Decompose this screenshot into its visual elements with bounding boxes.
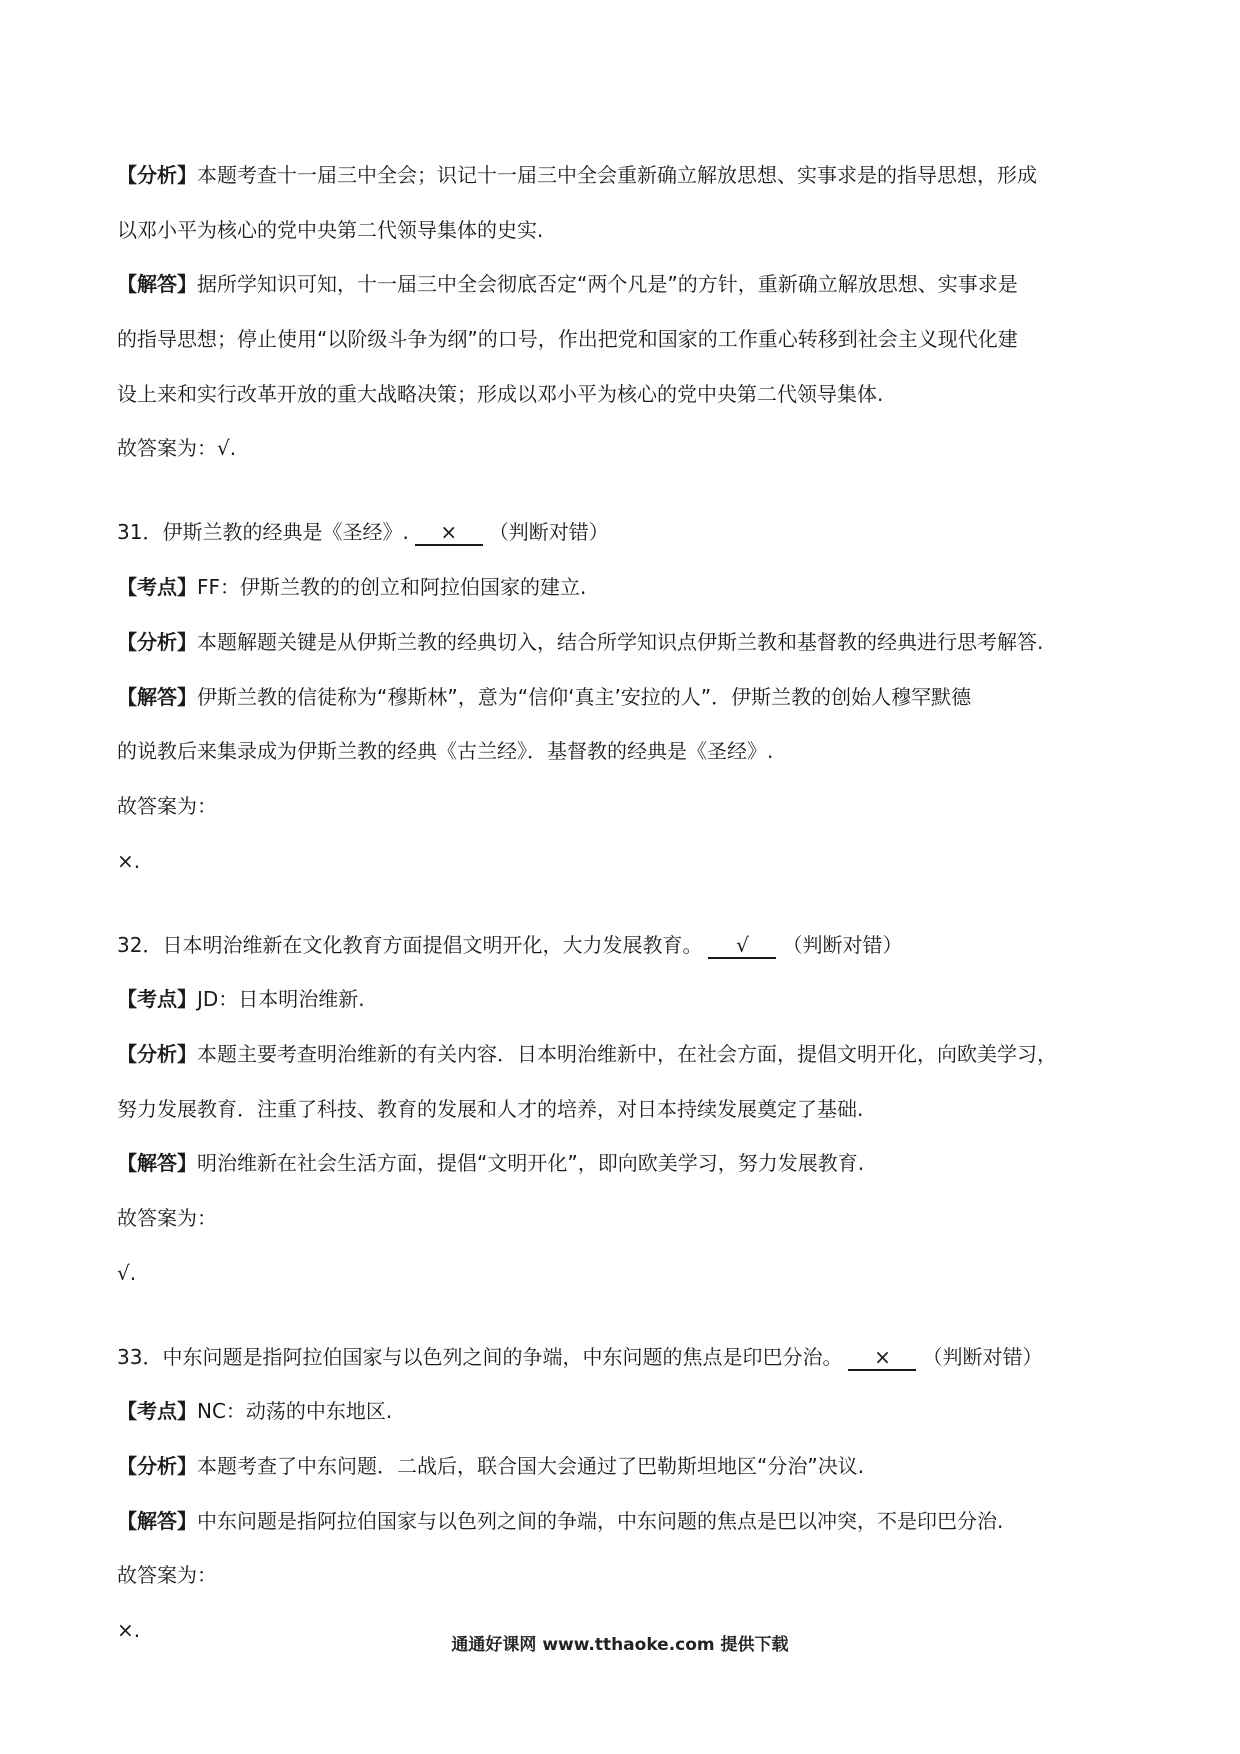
analysis-line: 【分析】本题考查了中东问题．二战后，联合国大会通过了巴勒斯坦地区“分治”决议. [117, 1454, 865, 1479]
question-text: 中东问题是指阿拉伯国家与以色列之间的争端，中东问题的焦点是印巴分治。 [162, 1344, 843, 1369]
label-solution: 【解答】 [117, 1151, 197, 1176]
label-analysis: 【分析】 [117, 1041, 197, 1066]
label-analysis: 【分析】 [117, 163, 197, 187]
question-31 [117, 517, 1127, 875]
final-answer-value: ×. [117, 1618, 141, 1643]
solution-line-cont: 设上来和实行改革开放的重大战略决策；形成以邓小平为核心的党中央第二代领导集体. [117, 381, 884, 406]
final-answer-value: ×. [117, 848, 141, 873]
final-answer-label: 故答案为： [117, 1563, 217, 1588]
question-line [117, 930, 1127, 960]
final-answer-label: 故答案为： [117, 793, 217, 818]
solution-line: 【解答】伊斯兰教的信徒称为“穆斯林”，意为“信仰‘真主’安拉的人”．伊斯兰教的创始人穆罕默德 [117, 684, 972, 709]
solution-line: 【解答】中东问题是指阿拉伯国家与以色列之间的争端，中东问题的焦点是巴以冲突，不是印巴分治. [117, 1508, 1004, 1533]
page-footer: 通通好课网 www.tthaoke.com 提供下载 [451, 1635, 789, 1655]
question-line [117, 517, 1127, 547]
final-answer-line: 故答案为：√. [117, 436, 237, 461]
answer-blank: × [415, 520, 483, 546]
label-solution: 【解答】 [117, 1508, 197, 1533]
label-analysis: 【分析】 [117, 1454, 197, 1479]
document-body [117, 160, 1127, 1670]
label-point: 【考点】 [117, 987, 197, 1012]
analysis-line: 【分析】本题解题关键是从伊斯兰教的经典切入，结合所学知识点伊斯兰教和基督教的经典进行思考解答. [117, 629, 1044, 654]
analysis-line-cont: 努力发展教育．注重了科技、教育的发展和人才的培养，对日本持续发展奠定了基础. [117, 1096, 864, 1121]
label-solution: 【解答】 [117, 684, 197, 709]
answer-blank: √ [708, 933, 776, 959]
label-point: 【考点】 [117, 575, 197, 600]
question-text: 日本明治维新在文化教育方面提倡文明开化，大力发展教育。 [162, 932, 703, 957]
analysis-line-cont: 以邓小平为核心的党中央第二代领导集体的史实. [117, 217, 544, 242]
question-suffix: （判断对错） [922, 1344, 1043, 1369]
answer-block-30 [117, 160, 1127, 463]
analysis-line: 【分析】本题考查十一届三中全会；识记十一届三中全会重新确立解放思想、实事求是的指导思想，形成 [117, 163, 1037, 187]
point-line: 【考点】FF：伊斯兰教的的创立和阿拉伯国家的建立. [117, 575, 587, 600]
point-line: 【考点】NC：动荡的中东地区. [117, 1399, 393, 1424]
solution-line: 【解答】明治维新在社会生活方面，提倡“文明开化”，即向欧美学习，努力发展教育. [117, 1151, 865, 1176]
final-answer-value: √. [117, 1260, 137, 1285]
solution-line-cont: 的指导思想；停止使用“以阶级斗争为纲”的口号，作出把党和国家的工作重心转移到社会主义现代化建 [117, 327, 1018, 352]
label-analysis: 【分析】 [117, 629, 197, 654]
point-line: 【考点】JD：日本明治维新. [117, 987, 365, 1012]
question-33 [117, 1342, 1127, 1645]
answer-blank: × [848, 1345, 916, 1371]
label-solution: 【解答】 [117, 272, 197, 297]
label-point: 【考点】 [117, 1399, 197, 1424]
question-suffix: （判断对错） [782, 932, 903, 957]
question-line [117, 1342, 1127, 1372]
question-32 [117, 930, 1127, 1288]
solution-line-cont: 的说教后来集录成为伊斯兰教的经典《古兰经》．基督教的经典是《圣经》. [117, 739, 774, 764]
question-text: 伊斯兰教的经典是《圣经》. [162, 520, 409, 545]
question-number: 32． [117, 932, 163, 957]
final-answer-label: 故答案为： [117, 1206, 217, 1230]
question-number: 31． [117, 520, 163, 545]
solution-line: 【解答】据所学知识可知，十一届三中全会彻底否定“两个凡是”的方针，重新确立解放思想、实事求是 [117, 272, 1018, 297]
analysis-line: 【分析】本题主要考查明治维新的有关内容．日本明治维新中，在社会方面，提倡文明开化，向欧美学习， [117, 1041, 1057, 1066]
question-suffix: （判断对错） [488, 520, 609, 545]
question-number: 33． [117, 1344, 163, 1369]
